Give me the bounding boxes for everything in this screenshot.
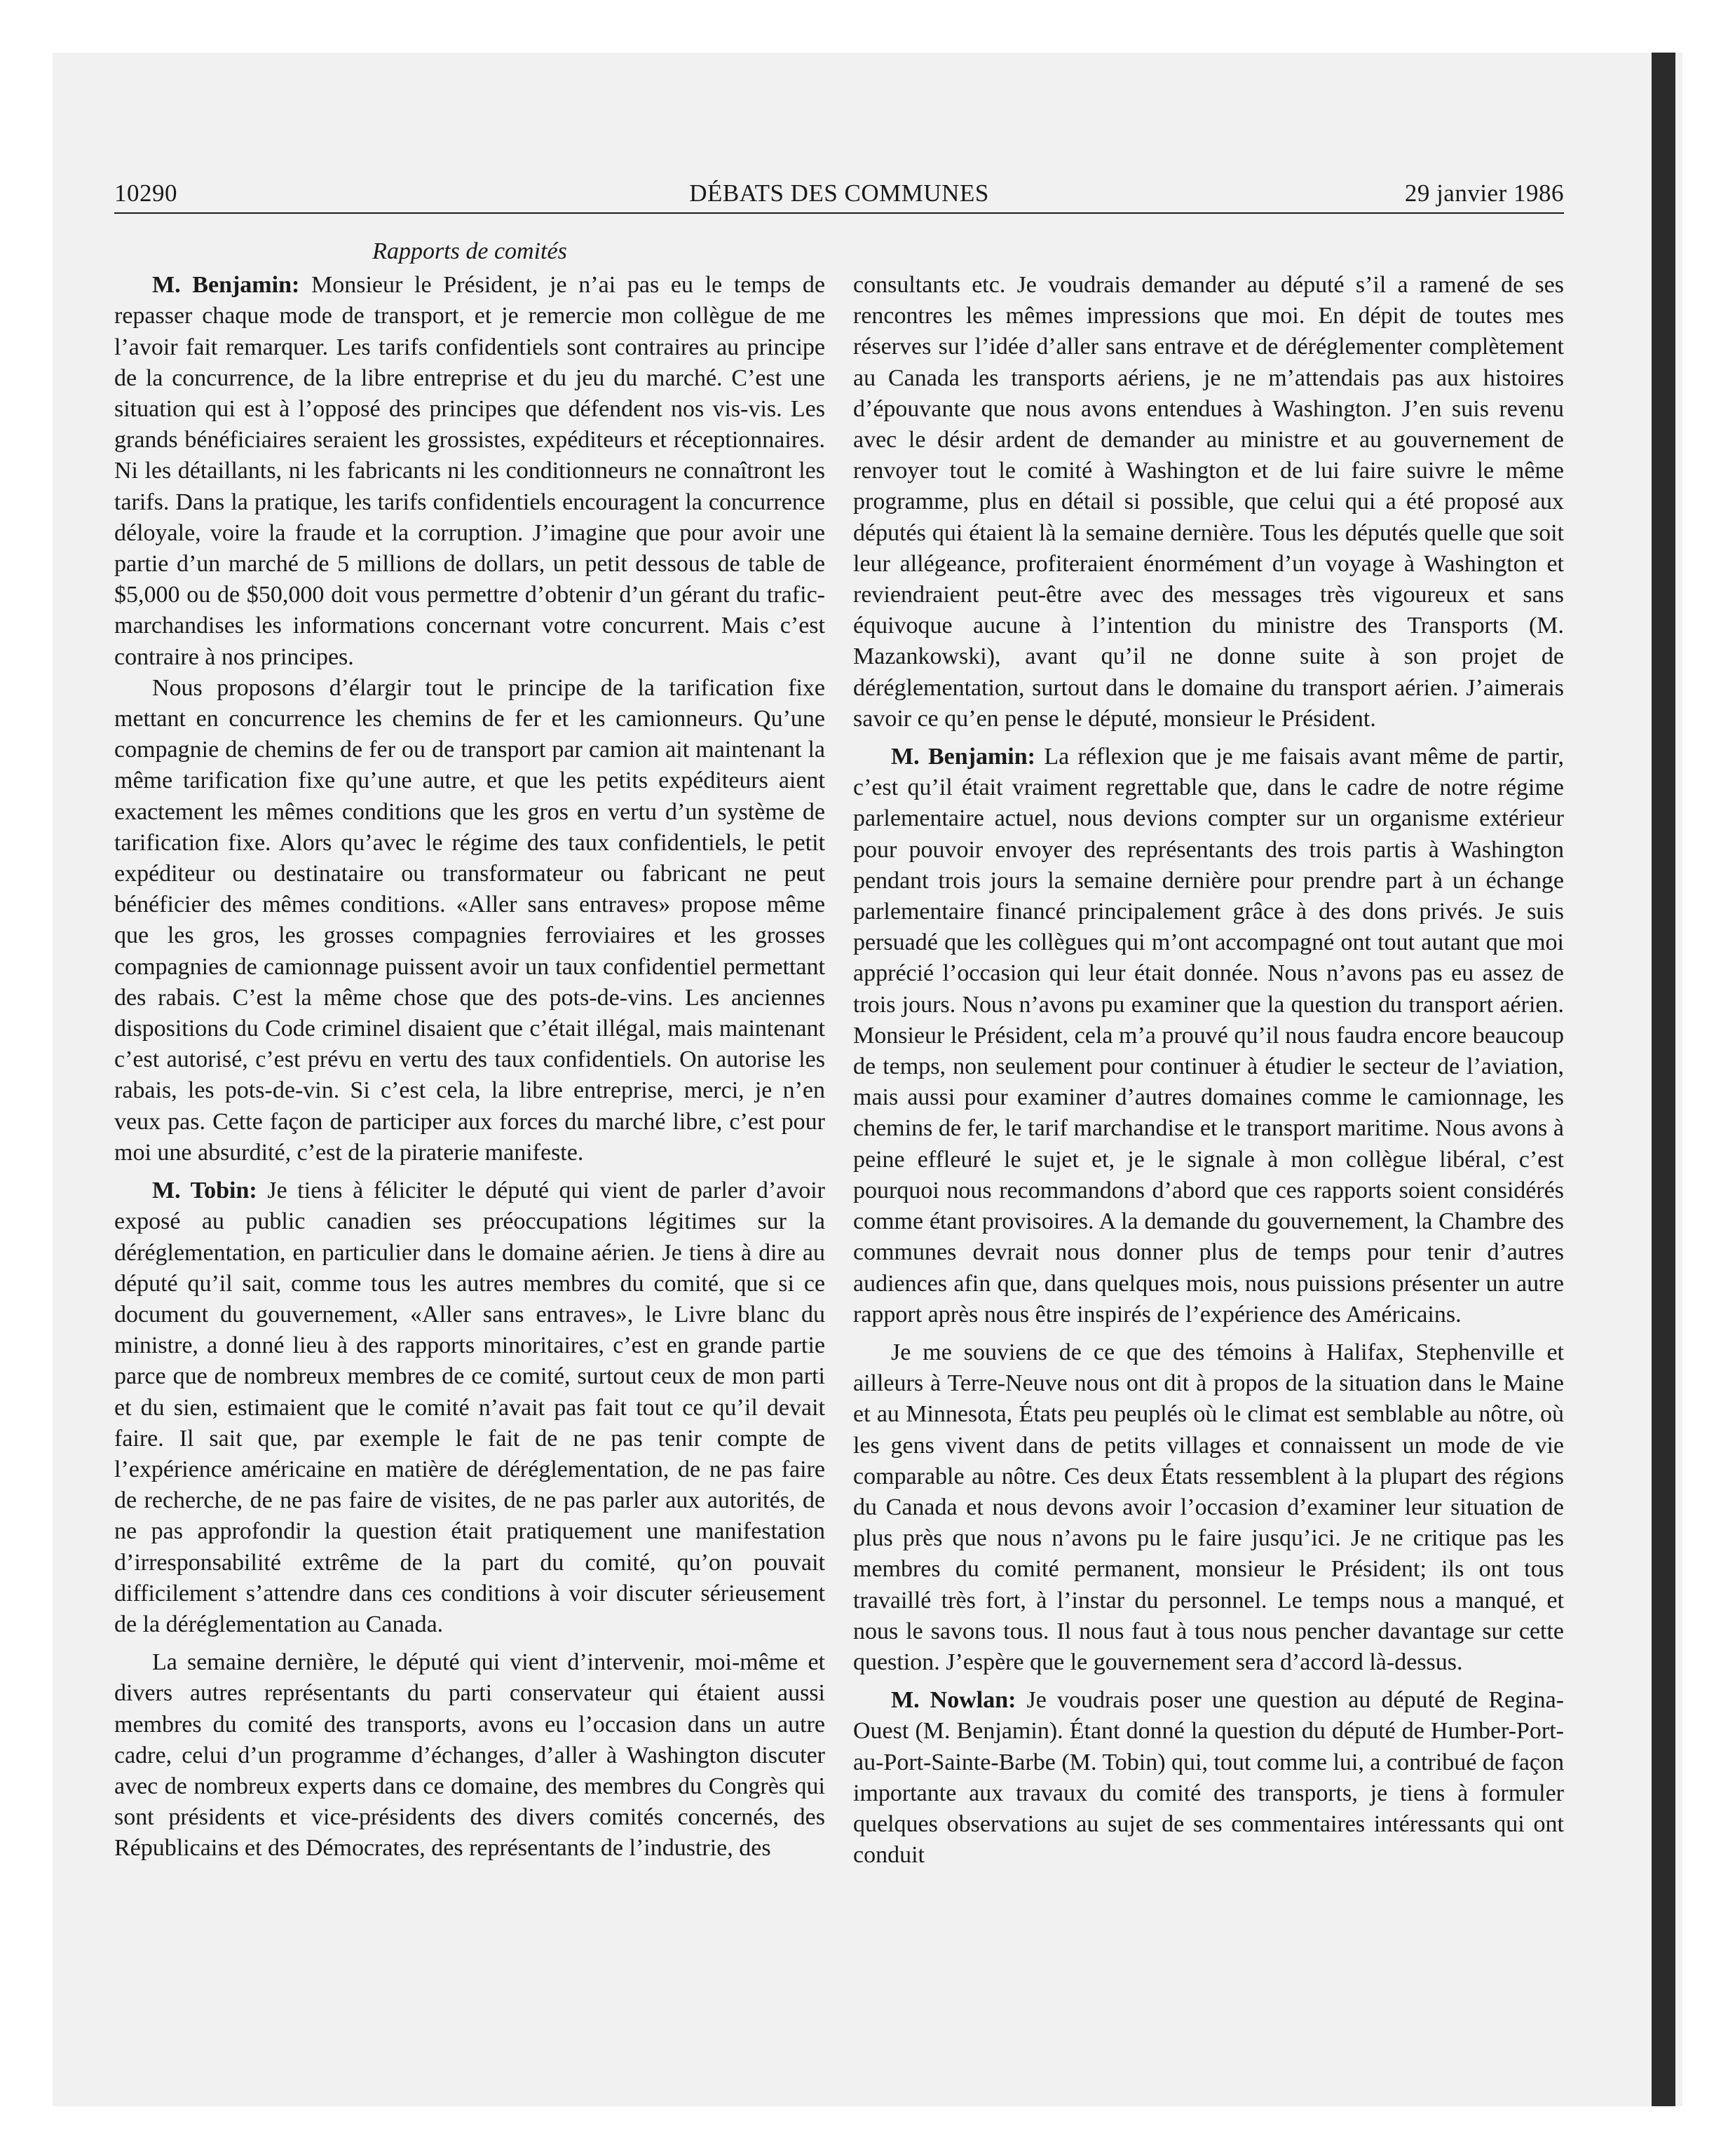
right-column [853, 270, 1564, 1871]
speaker-name: M. Benjamin: [152, 272, 300, 299]
paragraph-text: La réflexion que je me faisais avant même de partir, c’est qu’il était vraiment regrettable que, dans le cadre de notre régime parlementaire actuel, nous devions compter sur un organisme extérieur pour pouvoir envoyer des représentants des trois partis à Washington pendant trois jours la semaine dernière pour prendre part à un échange parlementaire financé principalement grâce à des dons privés. Je suis persuadé que les collègues qui m’ont accompagné ont tout autant que moi apprécié l’occasion qui leur était donnée. Nous n’avons pas eu assez de trois jours. Nous n’avons pu examiner que la question du transport aérien. Monsieur le Président, cela m’a prouvé qu’il nous faudra encore beaucoup de temps, non seulement pour continuer à étudier le secteur de l’aviation, mais aussi pour examiner d’autres domaines comme le camionnage, les chemins de fer, le tarif marchandise et le transport maritime. Nous avons à peine effleuré le sujet et, je le signale à mon collègue libéral, c’est pourquoi nous recommandons d’abord que ces rapports soient considérés comme étant provisoires. A la demande du gouvernement, la Chambre des communes devrait nous donner plus de temps pour tenir d’autres audiences afin que, dans quelques mois, nous puissions présenter un autre rapport après nous être inspirés de l’expérience des Américains. [853, 744, 1564, 1328]
speaker-name: M. Tobin: [152, 1178, 257, 1204]
header-rule [114, 212, 1564, 214]
paragraph [853, 1337, 1564, 1678]
paragraph-text: Je tiens à féliciter le député qui vient de parler d’avoir exposé au public canadien ses préoccupations légitimes sur la déréglementation, en particulier dans le domaine aérien. Je tiens à dire au député qu’il sait, comme tous les autres membres du comité, que si ce document du gouvernement, «Aller sans entraves», le Livre blanc du ministre, a donné lieu à des rapports minoritaires, c’est en grande partie parce que de nombreux membres de ce comité, surtout ceux de mon parti et du sien, estimaient que le comité n’avait pas fait tout ce qu’il devait faire. Il sait que, par exemple le fait de ne pas tenir compte de l’expérience américaine en matière de déréglementation, de ne pas faire de recherche, de ne pas faire de visites, de ne pas parler aux autorités, de ne pas approfondir la question était pratiquement une manifestation d’irresponsabilité extrême de la part du comité, qu’on pouvait difficilement s’attendre dans ces conditions à voir discuter sérieusement de la déréglementation au Canada. [114, 1178, 825, 1637]
page-number: 10290 [114, 179, 177, 207]
section-heading: Rapports de comités [372, 238, 567, 264]
running-header [114, 179, 1564, 212]
paragraph-text: Je me souviens de ce que des témoins à Halifax, Stephenville et ailleurs à Terre-Neuve nous ont dit à propos de la situation dans le Maine et au Minnesota, États peu peuplés où le climat est semblable au nôtre, où les gens vivent dans de petits villages et connaissent un mode de vie comparable au nôtre. Ces deux États ressemblent à la plupart des régions du Canada et nous devons avoir l’occasion d’examiner leur situation de plus près que nous n’avons pu le faire jusqu’ici. Je ne critique pas les membres du comité permanent, monsieur le Président; ils ont tous travaillé très fort, à l’instar du personnel. Le temps nous a manqué, et nous le savons tous. Il nous faut à tous nous pencher davantage sur cette question. J’espère que le gouvernement sera d’accord là-dessus. [853, 1339, 1564, 1675]
paragraph [114, 1647, 825, 1864]
header-date: 29 janvier 1986 [1404, 179, 1564, 207]
scan-border [1652, 53, 1675, 2106]
paragraph-text: La semaine dernière, le député qui vient d’intervenir, moi-même et divers autres représentants du parti conservateur qui étaient aussi membres du comité des transports, avons eu l’occasion dans un autre cadre, celui d’un programme d’échanges, d’aller à Washington discuter avec de nombreux experts dans ce domaine, des membres du Congrès qui sont présidents et vice-présidents des divers comités concernés, des Républicains et des Démocrates, des représentants de l’industrie, des [114, 1649, 825, 1862]
paragraph [853, 1685, 1564, 1871]
paragraph [114, 673, 825, 1168]
paragraph-text: Je voudrais poser une question au député de Regina-Ouest (M. Benjamin). Étant donné la question du député de Humber-Port-au-Port-Sainte-Barbe (M. Tobin) qui, tout comme lui, a contribué de façon importante aux travaux du comité des transports, je tiens à formuler quelques observations au sujet de ses commentaires intéressants qui ont conduit [853, 1687, 1564, 1869]
paragraph-text: Monsieur le Président, je n’ai pas eu le temps de repasser chaque mode de transport, et je remercie mon collègue de me l’avoir fait remarquer. Les tarifs confidentiels sont contraires au principe de la concurrence, de la libre entreprise et du jeu du marché. C’est une situation qui est à l’opposé des principes que défendent nos vis-vis. Les grands bénéficiaires seraient les grossistes, expéditeurs et réceptionnaires. Ni les détaillants, ni les fabricants ni les conditionneurs ne connaîtront les tarifs. Dans la pratique, les tarifs confidentiels encouragent la concurrence déloyale, voire la fraude et la corruption. J’imagine que pour avoir une partie d’un marché de 5 millions de dollars, un petit dessous de table de $5,000 ou de $50,000 doit vous permettre d’obtenir d’un gérant du trafic-marchandises les informations concernant votre concurrent. Mais c’est contraire à nos principes. [114, 272, 825, 670]
publication-title: DÉBATS DES COMMUNES [689, 179, 989, 207]
paragraph-text: consultants etc. Je voudrais demander au député s’il a ramené de ses rencontres les mêmes impressions que moi. En dépit de toutes mes réserves sur l’idée d’aller sans entrave et de déréglementer complètement au Canada les transports aériens, je ne m’attendais pas aux histoires d’épouvante que nous avons entendues à Washington. J’en suis revenu avec le désir ardent de demander au ministre et au gouvernement de renvoyer tout le comité à Washington et de lui faire suivre le même programme, plus en détail si possible, que celui qui a été proposé aux députés qui étaient là la semaine dernière. Tous les députés quelle que soit leur allégeance, profiteraient énormément d’un voyage à Washington et reviendraient peut-être avec des messages très vigoureux et sans équivoque aucune à l’intention du ministre des Transports (M. Mazankowski), avant qu’il ne donne suite à son projet de déréglementation, surtout dans le domaine du transport aérien. J’aimerais savoir ce qu’en pense le député, monsieur le Président. [853, 272, 1564, 732]
paragraph-text: Nous proposons d’élargir tout le principe de la tarification fixe mettant en concurrence les chemins de fer et les camionneurs. Qu’une compagnie de chemins de fer ou de transport par camion ait maintenant la même tarification fixe qu’une autre, et que les petits expéditeurs aient exactement les mêmes conditions que les gros en vertu d’un système de tarification fixe. Alors qu’avec le régime des taux confidentiels, le petit expéditeur ou destinataire ou transformateur ou fabricant ne peut bénéficier des mêmes conditions. «Aller sans entraves» propose même que les gros, les grosses compagnies ferroviaires et les grosses compagnies de camionnage puissent avoir un taux confidentiel permettant des rabais. C’est la même chose que des pots-de-vins. Les anciennes dispositions du Code criminel disaient que c’était illégal, mais maintenant c’est autorisé, c’est prévu en vertu des taux confidentiels. On autorise les rabais, les pots-de-vin. Si c’est cela, la libre entreprise, merci, je n’en veux pas. Cette façon de participer aux forces du marché libre, c’est pour moi une absurdité, c’est de la piraterie manifeste. [114, 674, 825, 1166]
speaker-name: M. Nowlan: [891, 1687, 1016, 1714]
paragraph [114, 270, 825, 673]
left-column [114, 236, 825, 1864]
speaker-name: M. Benjamin: [891, 744, 1035, 770]
paragraph [114, 1175, 825, 1640]
paragraph [853, 742, 1564, 1330]
paragraph [853, 270, 1564, 735]
